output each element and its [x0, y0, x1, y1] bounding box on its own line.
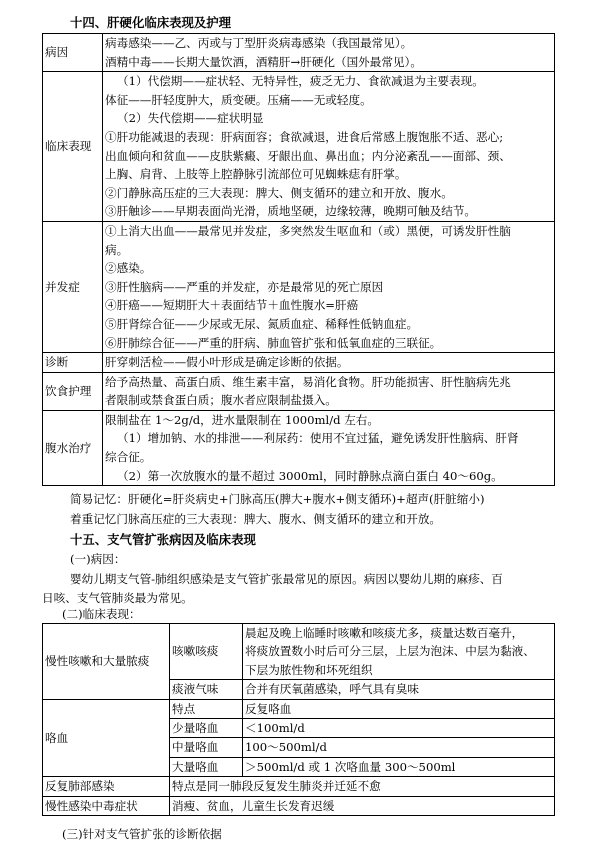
hemo-text-2: 100～500ml/d — [243, 738, 555, 757]
row-label-etiology: 病因 — [43, 34, 103, 72]
cough-content: 晨起及晚上临睡时咳嗽和咳痰尤多，痰量达数百毫升， 将痰放置数小时后可分三层，上层为泡沫、中层为黏液、 下层为脓性物和坏死组织 — [243, 624, 555, 680]
section-14-title: 十四、肝硬化临床表现及护理 — [70, 15, 232, 30]
infection-content: 特点是同一肺段反复发生肺炎并迁延不愈 — [170, 777, 555, 796]
memo-line-1: 简易记忆：肝硬化=肝炎病史+门脉高压(脾大+腹水+侧支循环)+超声(肝脏缩小) — [70, 492, 485, 506]
group-hemoptysis: 咯血 — [43, 699, 170, 777]
table-row — [43, 72, 555, 222]
table-row — [43, 624, 555, 680]
group-cough: 慢性咳嗽和大量脓痰 — [43, 624, 170, 700]
table-row — [43, 410, 555, 485]
clinical-heading: (二)临床表现： — [62, 607, 141, 621]
toxic-label: 慢性感染中毒症状 — [43, 796, 170, 815]
toxic-content: 消瘦、贫血，儿童生长发育迟缓 — [170, 796, 555, 815]
hemo-label-0: 特点 — [170, 699, 243, 718]
row-label-complication: 并发症 — [43, 221, 103, 352]
ascites-content: 限制盐在 1～2g/d，进水量限制在 1000ml/d 左右。 （1）增加钠、水的排泄——利尿药：使用不宜过猛，避免诱发肝性脑病、肝肾 综合征。 （2）第一次放腹水的量不超过 3000ml，同时静脉点滴白蛋白 40～60g。 — [103, 410, 555, 485]
infection-label: 反复肺部感染 — [43, 777, 170, 796]
row-label-clinical: 临床表现 — [43, 72, 103, 222]
bronchiectasis-table — [42, 623, 555, 816]
table-row — [43, 353, 555, 373]
odor-label: 痰液气味 — [170, 680, 243, 699]
diet-content: 给予高热量、高蛋白质、维生素丰富，易消化食物。肝功能损害、肝性脑病先兆 者限制或禁食蛋白质；腹水者应限制盐摄入。 — [103, 372, 555, 410]
hemo-label-2: 中量咯血 — [170, 738, 243, 757]
row-label-ascites: 腹水治疗 — [43, 410, 103, 485]
hemo-label-1: 少量咯血 — [170, 719, 243, 738]
etiology-content: 病毒感染——乙、丙或与丁型肝炎病毒感染（我国最常见）。 酒精中毒——长期大量饮酒，酒精肝→肝硬化（国外最常见）。 — [103, 34, 555, 72]
cirrhosis-table — [42, 33, 555, 486]
table-row — [43, 34, 555, 72]
table-row — [43, 221, 555, 352]
cause-heading: (一)病因： — [70, 552, 126, 566]
complication-content: ①上消大出血——最常见并发症，多突然发生呕血和（或）黑便，可诱发肝性脑 病。 ②感染。 ③肝性脑病——严重的并发症，亦是最常见的死亡原因 ④肝癌——短期肝大＋表面结节＋血性腹水=肝癌 ⑤肝肾综合征——少尿或无尿、氮质血症、稀释性低钠血症。 ⑥肝肺综合征——严重的肝病、肺血管扩张和低氧血症的三联征。 — [103, 221, 555, 352]
hemo-text-3: ＞500ml/d 或 1 次咯血量 300～500ml — [243, 757, 555, 776]
table-row — [43, 699, 555, 718]
memo-line-2: 着重记忆门脉高压症的三大表现：脾大、腹水、侧支循环的建立和开放。 — [70, 512, 442, 526]
table-row — [43, 777, 555, 796]
hemo-label-3: 大量咯血 — [170, 757, 243, 776]
cough-label: 咳嗽咳痰 — [170, 624, 243, 680]
section-15-title: 十五、支气管扩张病因及临床表现 — [70, 532, 256, 547]
cause-line-1: 婴幼儿期支气管-肺组织感染是支气管扩张最常见的原因。病因以婴幼儿期的麻疹、百 — [70, 572, 503, 586]
table-row — [43, 372, 555, 410]
cause-line-2: 日咳、支气管肺炎最为常见。 — [42, 591, 193, 605]
hemo-text-1: ＜100ml/d — [243, 719, 555, 738]
table-row — [43, 796, 555, 815]
row-label-diet: 饮食护理 — [43, 372, 103, 410]
hemo-text-0: 反复咯血 — [243, 699, 555, 718]
diagnosis-heading: (三)针对支气管扩张的诊断依据 — [62, 827, 222, 841]
clinical-content: （1）代偿期——症状轻、无特异性，疲乏无力、食欲减退为主要表现。 体征——肝轻度肿大，质变硬。压痛——无或轻度。 （2）失代偿期——症状明显 ①肝功能减退的表现：肝病面容；食欲减退，进食后常感上腹饱胀不适、恶心; 出血倾向和贫血——皮肤紫癜、牙龈出血、鼻出血；内分泌紊乱——面部、颈、 上胸、肩背、上肢等上腔静脉引流部位可见蜘蛛痣有肝掌。 ②门静脉高压症的三大表现：脾大、侧支循环的建立和开放、腹水。 ③肝触诊——早期表面尚光滑，质地坚硬，边缘较薄，晚期可触及结节。 — [103, 72, 555, 222]
row-label-diagnosis: 诊断 — [43, 353, 103, 373]
odor-content: 合并有厌氧菌感染，呼气具有臭味 — [243, 680, 555, 699]
diagnosis-content: 肝穿刺活检——假小叶形成是确定诊断的依据。 — [103, 353, 555, 373]
